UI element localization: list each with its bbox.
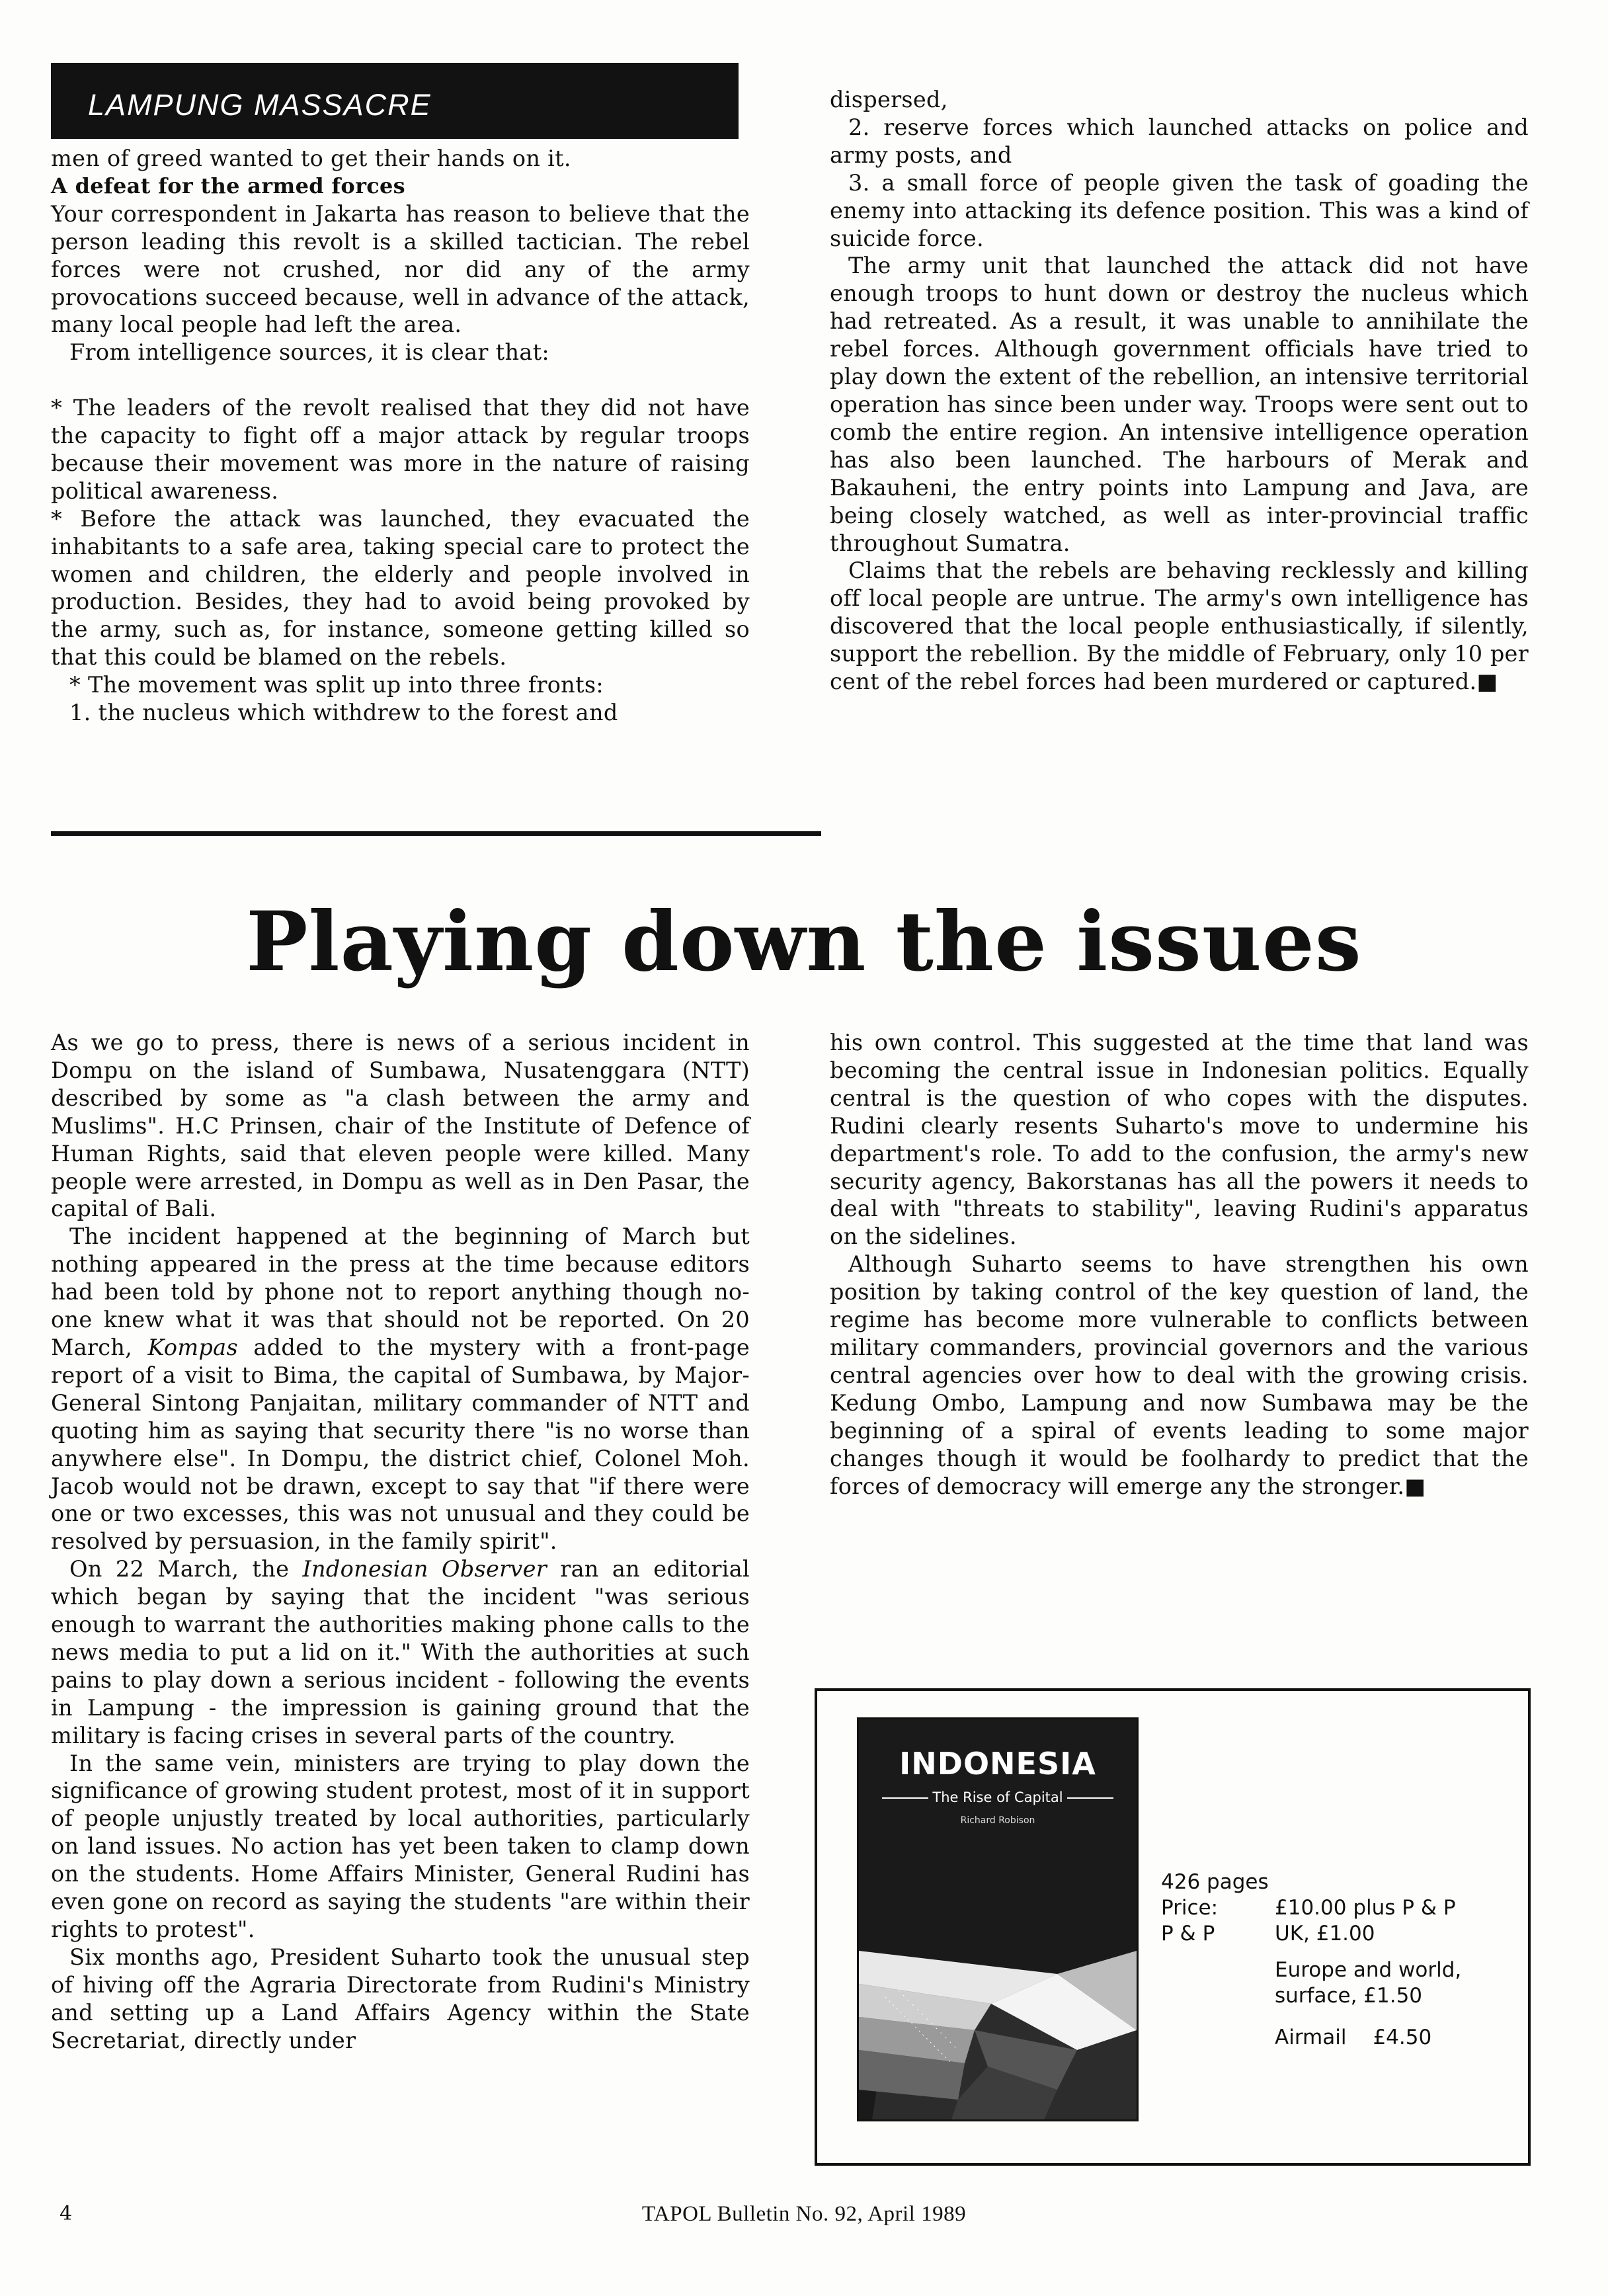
price-row bbox=[1161, 1895, 1505, 1921]
article-headline: Playing down the issues bbox=[246, 894, 1362, 990]
book-cover-image bbox=[857, 1717, 1139, 2121]
text-run: On 22 March, the bbox=[69, 1556, 303, 1582]
publication-name-kompas: Kompas bbox=[147, 1334, 238, 1360]
airmail-row bbox=[1161, 2025, 1505, 2051]
page-number: 4 bbox=[60, 2202, 73, 2225]
section-tag: LAMPUNG MASSACRE bbox=[88, 88, 432, 122]
postage-uk-value: UK, £1.00 bbox=[1275, 1922, 1375, 1946]
book-cover-author: Richard Robison bbox=[960, 1815, 1035, 1826]
footer-publication: TAPOL Bulletin No. 92, April 1989 bbox=[641, 2202, 967, 2226]
main-article-left-column bbox=[51, 1029, 750, 2055]
article-paragraph: The army unit that launched the attack did not have enough troops to hunt down or destroy the nucleus which had retreated. As a result, it was unable to annihilate the rebel forces. Although government officials have tried to play down the extent of the rebellion, an intensive territorial operation has since been under way. Troops were sent out to comb the entire region. An intensive intelligence operation has also been launched. The harbours of Merak and Bakauheni, the entry points into Lampung and Java, are being closely watched, as well as inter-provincial traffic throughout Sumatra. bbox=[830, 253, 1529, 556]
list-item: 3. a small force of people given the task of goading the enemy into attacking its defence position. This was a kind of suicide force. bbox=[830, 169, 1529, 251]
book-cover-title: INDONESIA bbox=[899, 1746, 1096, 1782]
text-run: ran an editorial which began by saying that the incident "was serious enough to warrant the authorities making phone calls to the news media to put a lid on it." With the authorities at such pains to play down a serious incident - following the events in Lampung - the impression is gaining ground that the military is facing crises in several parts of the country. bbox=[51, 1556, 750, 1748]
postage-europe-price: surface, £1.50 bbox=[1275, 1984, 1423, 2008]
page-count: 426 pages bbox=[1161, 1870, 1269, 1894]
section-divider bbox=[51, 831, 821, 836]
article-paragraph: In the same vein, ministers are trying to play down the significance of growing student protest, most of it in support of people unjustly treated by local authorities, particularly on land issues. No action has yet been taken to clamp down on the students. Home Affairs Minister, General Rudini has even gone on record as saying the students "are within their rights to protest". bbox=[51, 1750, 750, 1942]
article-paragraph: Claims that the rebels are behaving recklessly and killing off local people are untrue. The army's own intelligence has discovered that the local people enthusiastically, if silently, support the rebellion. By the middle of February, only 10 per cent of the rebel forces had been murdered or captured.■ bbox=[830, 557, 1529, 695]
article-paragraph: From intelligence sources, it is clear that: bbox=[69, 339, 549, 366]
price-value: £10.00 plus P & P bbox=[1275, 1896, 1456, 1920]
price-label: Price: bbox=[1161, 1896, 1219, 1920]
airmail-label: Airmail bbox=[1275, 2026, 1347, 2049]
article-paragraph bbox=[51, 1555, 750, 1749]
section-banner bbox=[51, 63, 739, 139]
main-article-right-column bbox=[830, 1029, 1529, 1500]
article-paragraph: As we go to press, there is news of a serious incident in Dompu on the island of Sumbawa, Nusatenggara (NTT) described by some as "a clash between the army and Muslims". H.C Prinsen, chair of the Institute of Defence of Human Rights, said that eleven people were killed. Many people were arrested, in Dompu as well as in Den Pasar, the capital of Bali. bbox=[51, 1030, 750, 1222]
article-paragraph: dispersed, bbox=[830, 87, 948, 112]
list-item: 1. the nucleus which withdrew to the forest and bbox=[69, 700, 618, 726]
bullet-item: * The movement was split up into three fronts: bbox=[69, 672, 604, 698]
text-run: The incident happened at the beginning of March but nothing appeared in the press at the time because editors had been told by phone not to report anything though no-one knew what it was that should not be reported. On 20 March, bbox=[51, 1223, 750, 1360]
text-run: added to the mystery with a front-page report of a visit to Bima, the capital of Sumbawa, by Major-General Sintong Panjaitan, military commander of NTT and quoting him as saying that security there "is no worse than anywhere else". In Dompu, the district chief, Colonel Moh. Jacob would not be drawn, except to say that "if there were one or two excesses, this was not unusual and they could be resolved by persuasion, in the family spirit". bbox=[51, 1334, 750, 1555]
article-paragraph: Six months ago, President Suharto took the unusual step of hiving off the Agraria Directorate from Rudini's Ministry and setting up a Land Affairs Agency within the State Secretariat, directly under bbox=[51, 1944, 750, 2053]
lampung-article-right-column bbox=[830, 86, 1529, 696]
postage-row bbox=[1161, 1921, 1505, 1947]
article-paragraph: Your correspondent in Jakarta has reason to believe that the person leading this revolt is a skilled tactician. The rebel forces were not crushed, nor did any of the army provocations succeed because, well in advance of the attack, many local people had left the area. bbox=[51, 200, 750, 338]
lampung-article-left-column bbox=[51, 145, 750, 727]
postage-label: P & P bbox=[1161, 1922, 1215, 1946]
airmail-price: £4.50 bbox=[1373, 2026, 1432, 2049]
postage-europe-line: Europe and world, bbox=[1275, 1958, 1462, 1982]
list-item: 2. reserve forces which launched attacks on police and army posts, and bbox=[830, 114, 1529, 168]
article-paragraph bbox=[51, 1223, 750, 1555]
book-advertisement bbox=[815, 1688, 1531, 2166]
article-paragraph: Although Suharto seems to have strengthen his own position by taking control of the key question of land, the regime has become more vulnerable to conflicts between military commanders, provincial governors and the various central agencies over how to deal with the growing crisis. Kedung Ombo, Lampung and now Sumbawa may be the beginning of a spiral of events leading to some major changes though it would be foolhardy to predict that the forces of democracy will emerge any the stronger.■ bbox=[830, 1251, 1529, 1499]
bullet-item: * The leaders of the revolt realised that they did not have the capacity to fight off a major attack by regular troops because their movement was more in the nature of raising political awareness. bbox=[51, 395, 750, 504]
subheading: A defeat for the armed forces bbox=[51, 173, 405, 198]
article-paragraph: men of greed wanted to get their hands on it. bbox=[51, 145, 571, 171]
publication-name-observer: Indonesian Observer bbox=[302, 1556, 547, 1582]
book-cover-subtitle: The Rise of Capital bbox=[859, 1789, 1137, 1805]
bullet-item: * Before the attack was launched, they evacuated the inhabitants to a safe area, taking special care to protect the women and children, the elderly and people involved in production. Besides, they had to avoid being provoked by the army, such as, for instance, someone getting killed so that this could be blamed on the rebels. bbox=[51, 505, 750, 671]
article-paragraph: his own control. This suggested at the time that land was becoming the central issue in Indonesian politics. Equally central is the question of who copes with the disputes. Rudini clearly resents Suharto's move to undermine his department's role. To add to the confusion, the army's new security agency, Bakorstanas has all the powers it needs to deal with "threats to stability", leaving Rudini's apparatus on the sidelines. bbox=[830, 1030, 1529, 1250]
book-price-details bbox=[1161, 1869, 1505, 2051]
